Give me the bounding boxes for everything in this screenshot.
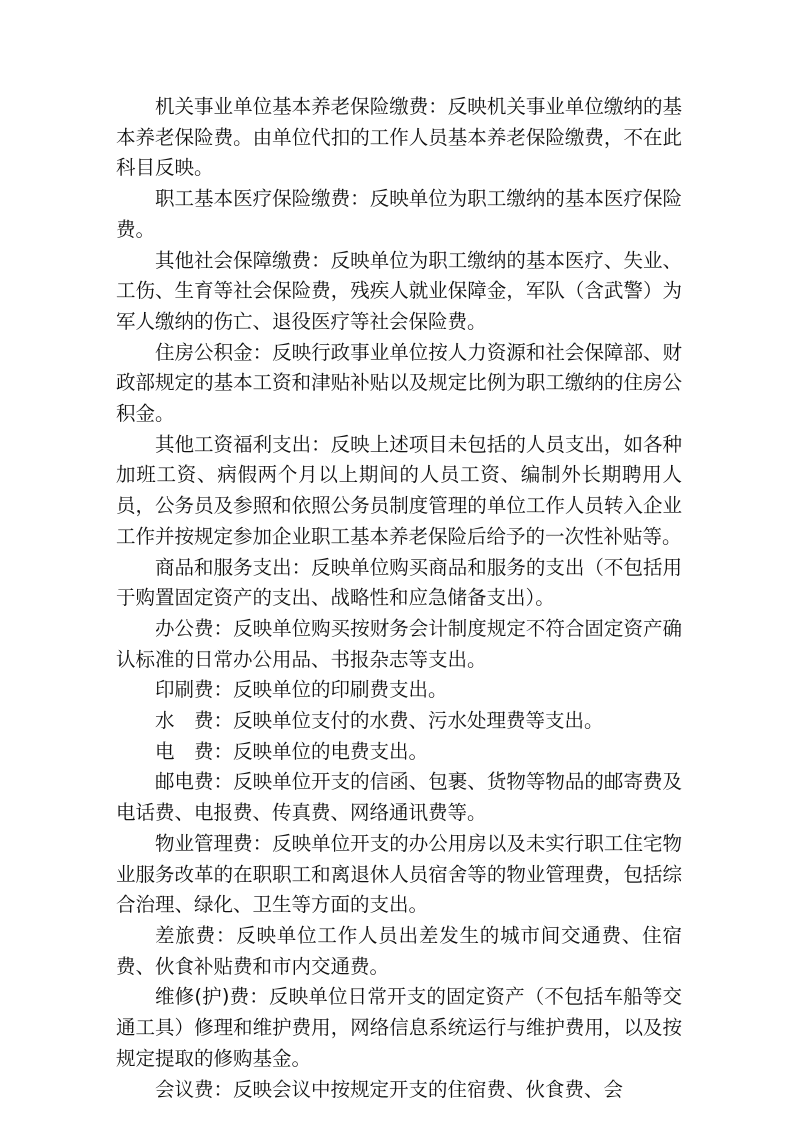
- document-body: [116, 92, 682, 1105]
- paragraph-office-expense: 办公费：反映单位购买按财务会计制度规定不符合固定资产确认标准的日常办公用品、书报杂志等支出。: [116, 616, 682, 671]
- paragraph-travel-expense: 差旅费：反映单位工作人员出差发生的城市间交通费、住宿费、伙食补贴费和市内交通费。: [116, 923, 682, 978]
- paragraph-property-management: 物业管理费：反映单位开支的办公用房以及未实行职工住宅物业服务改革的在职职工和离退休人员宿舍等的物业管理费，包括综合治理、绿化、卫生等方面的支出。: [116, 831, 682, 917]
- paragraph-other-welfare: 其他工资福利支出：反映上述项目未包括的人员支出，如各种加班工资、病假两个月以上期间的人员工资、编制外长期聘用人员，公务员及参照和依照公务员制度管理的单位工作人员转入企业工作并按规定参加企业职工基本养老保险后给予的一次性补贴等。: [116, 432, 682, 548]
- paragraph-printing-expense: 印刷费：反映单位的印刷费支出。: [155, 678, 448, 702]
- paragraph-electricity-expense: 电 费：反映单位的电费支出。: [155, 739, 429, 763]
- paragraph-housing-fund: 住房公积金：反映行政事业单位按人力资源和社会保障部、财政部规定的基本工资和津贴补贴以及规定比例为职工缴纳的住房公积金。: [116, 340, 682, 426]
- paragraph-postal-telecom: 邮电费：反映单位开支的信函、包裹、货物等物品的邮寄费及电话费、电报费、传真费、网络通讯费等。: [116, 770, 682, 825]
- paragraph-medical-insurance: 职工基本医疗保险缴费：反映单位为职工缴纳的基本医疗保险费。: [116, 187, 682, 241]
- paragraph-maintenance-expense: 维修(护)费：反映单位日常开支的固定资产（不包括车船等交通工具）修理和维护费用，网络信息系统运行与维护费用，以及按规定提取的修购基金。: [116, 985, 682, 1070]
- paragraph-other-social-security: 其他社会保障缴费：反映单位为职工缴纳的基本医疗、失业、工伤、生育等社会保险费，残疾人就业保障金，军队（含武警）为军人缴纳的伤亡、退役医疗等社会保险费。: [116, 248, 682, 333]
- paragraph-meeting-expense: 会议费：反映会议中按规定开支的住宿费、伙食费、会: [155, 1077, 624, 1101]
- paragraph-goods-services: 商品和服务支出：反映单位购买商品和服务的支出（不包括用于购置固定资产的支出、战略性和应急储备支出）。: [116, 555, 682, 610]
- paragraph-water-expense: 水 费：反映单位支付的水费、污水处理费等支出。: [155, 709, 604, 733]
- paragraph-pension-contribution: 机关事业单位基本养老保险缴费：反映机关事业单位缴纳的基本养老保险费。由单位代扣的工作人员基本养老保险缴费，不在此科目反映。: [116, 95, 682, 180]
